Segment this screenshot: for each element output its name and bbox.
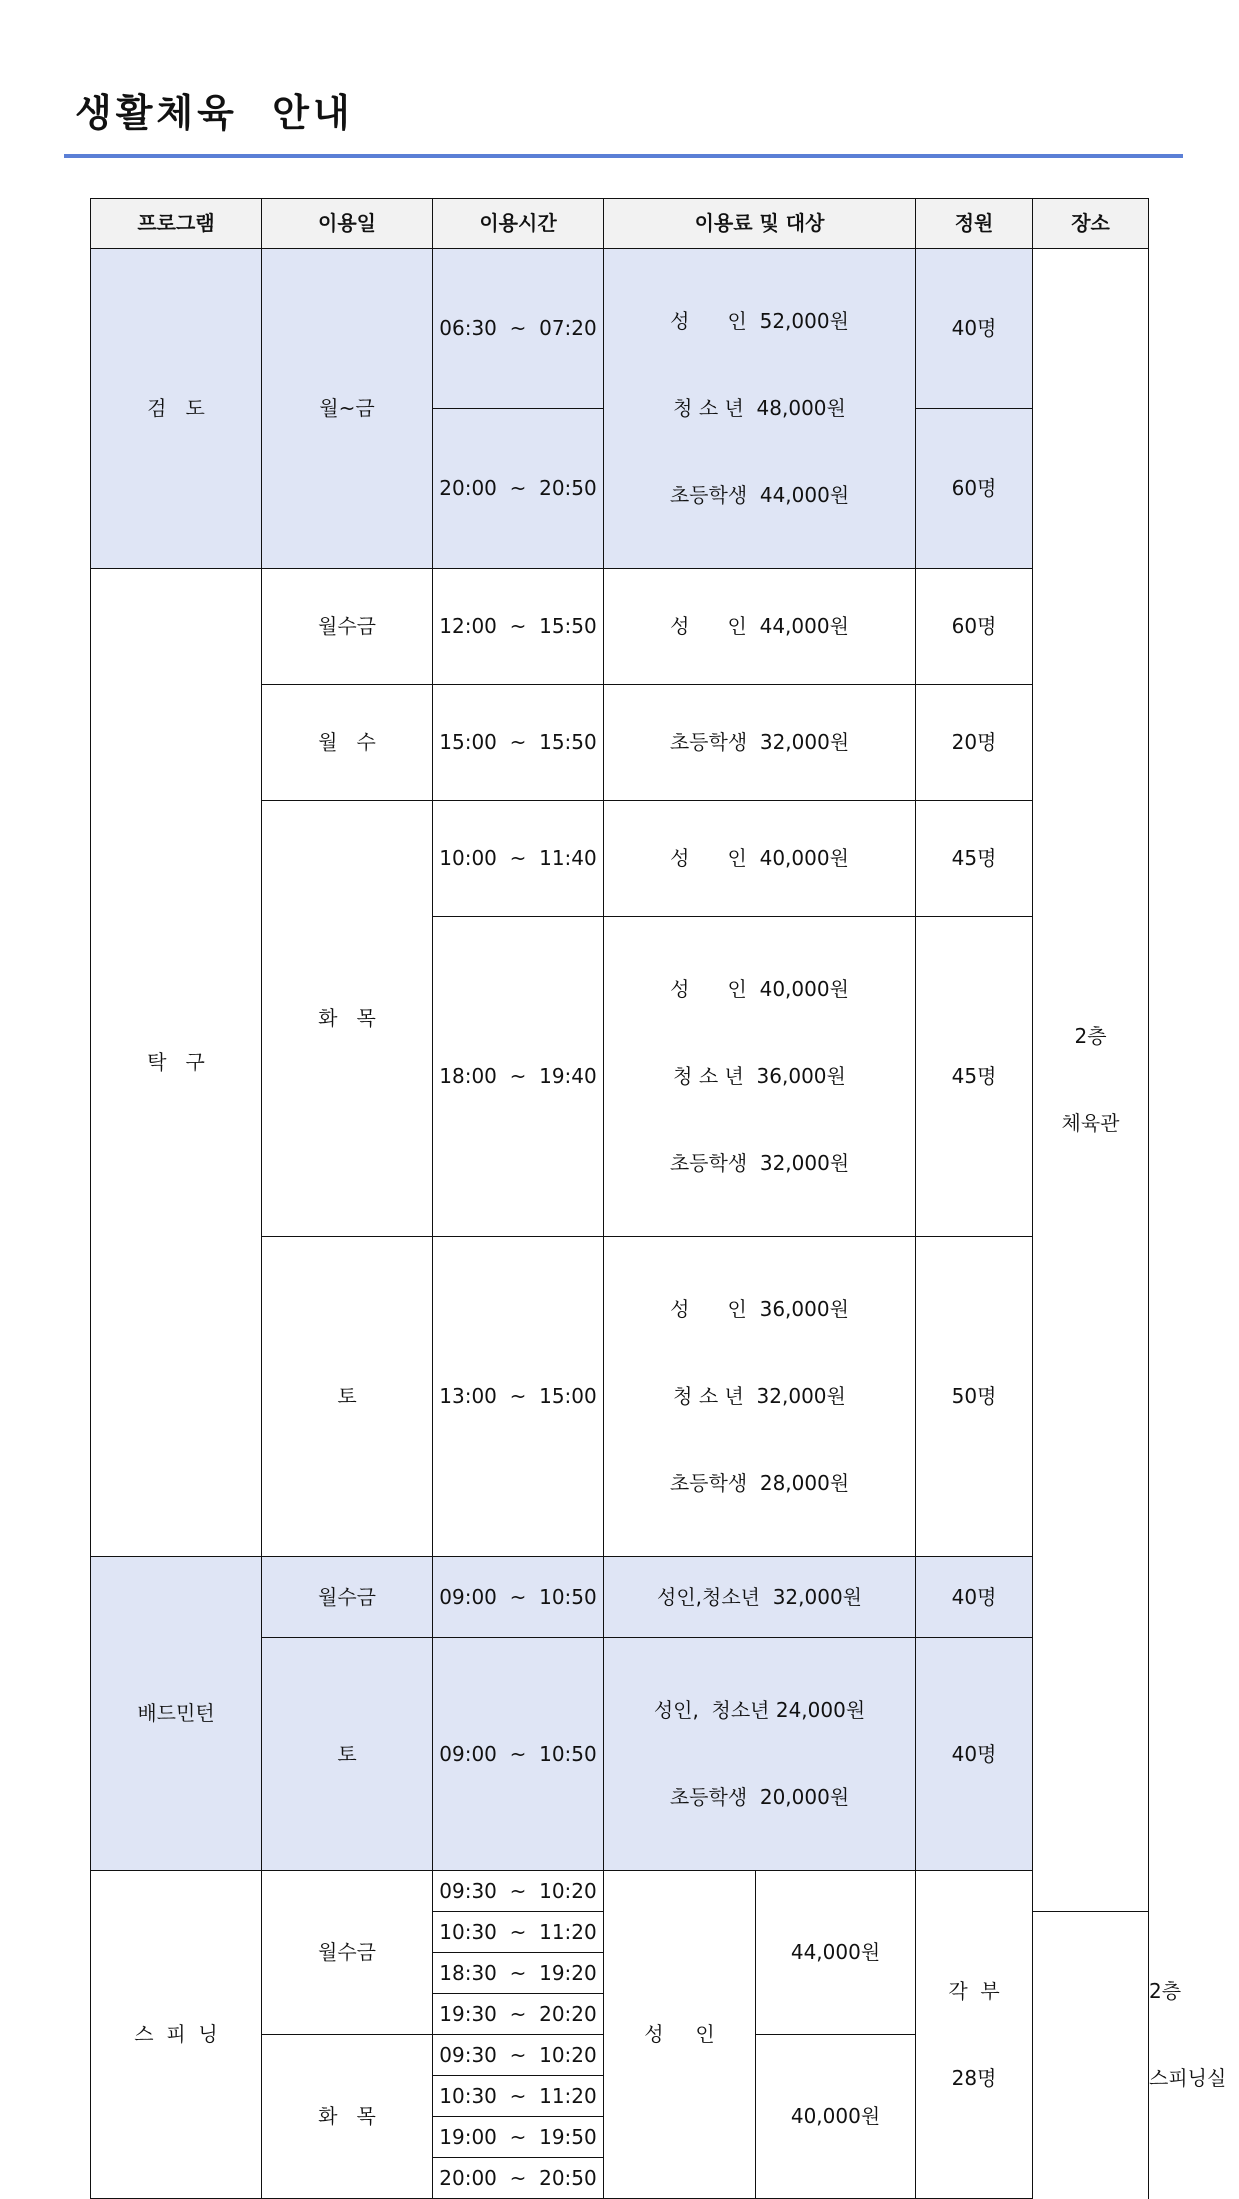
fee-line: 성 인 40,000원 bbox=[670, 977, 849, 1001]
program-cell: 배드민턴 bbox=[91, 1557, 262, 1871]
target-cell: 성 인 bbox=[604, 1871, 756, 2199]
day-cell: 월수금 bbox=[262, 569, 433, 685]
fee-line: 성 인 52,000원 bbox=[670, 309, 849, 333]
time-cell: 19:30 ~ 20:20 bbox=[433, 1994, 604, 2035]
day-cell: 월수금 bbox=[262, 1871, 433, 2035]
fee-cell bbox=[604, 1237, 916, 1557]
fee-cell: 초등학생 32,000원 bbox=[604, 685, 916, 801]
header-row bbox=[91, 199, 1149, 249]
fee-cell bbox=[604, 249, 916, 569]
location-line: 체육관 bbox=[1061, 1111, 1120, 1135]
header-time: 이용시간 bbox=[433, 199, 604, 249]
fee-line: 청 소 년 32,000원 bbox=[673, 1384, 846, 1408]
fee-cell: 44,000원 bbox=[756, 1871, 916, 2035]
time-cell: 09:00 ~ 10:50 bbox=[433, 1557, 604, 1638]
fee-line: 청 소 년 48,000원 bbox=[673, 396, 846, 420]
time-cell: 18:00 ~ 19:40 bbox=[433, 917, 604, 1237]
fee-cell bbox=[604, 917, 916, 1237]
capacity-cell: 60명 bbox=[916, 409, 1033, 569]
capacity-cell: 45명 bbox=[916, 917, 1033, 1237]
fee-cell: 성 인 40,000원 bbox=[604, 801, 916, 917]
table-row bbox=[91, 1557, 1149, 1638]
time-cell: 06:30 ~ 07:20 bbox=[433, 249, 604, 409]
fee-cell: 성 인 44,000원 bbox=[604, 569, 916, 685]
capacity-cell: 45명 bbox=[916, 801, 1033, 917]
capacity-cell: 40명 bbox=[916, 1638, 1033, 1871]
fee-line: 성 인 36,000원 bbox=[670, 1297, 849, 1321]
time-cell: 10:00 ~ 11:40 bbox=[433, 801, 604, 917]
fee-line: 성인, 청소년 24,000원 bbox=[653, 1698, 866, 1722]
table-row bbox=[91, 569, 1149, 685]
program-cell: 스 피 닝 bbox=[91, 1871, 262, 2199]
time-cell: 10:30 ~ 11:20 bbox=[433, 2076, 604, 2117]
time-cell: 09:00 ~ 10:50 bbox=[433, 1638, 604, 1871]
capacity-cell: 60명 bbox=[916, 569, 1033, 685]
day-cell: 화 목 bbox=[262, 801, 433, 1237]
header-fee: 이용료 및 대상 bbox=[604, 199, 916, 249]
header-program: 프로그램 bbox=[91, 199, 262, 249]
time-cell: 09:30 ~ 10:20 bbox=[433, 1871, 604, 1912]
capacity-cell: 40명 bbox=[916, 249, 1033, 409]
time-cell: 20:00 ~ 20:50 bbox=[433, 409, 604, 569]
fee-line: 초등학생 20,000원 bbox=[669, 1785, 850, 1809]
time-cell: 10:30 ~ 11:20 bbox=[433, 1912, 604, 1953]
time-cell: 15:00 ~ 15:50 bbox=[433, 685, 604, 801]
location-line: 2층 bbox=[1074, 1024, 1107, 1048]
day-cell: 화 목 bbox=[262, 2035, 433, 2199]
program-cell: 탁 구 bbox=[91, 569, 262, 1557]
table-row: 스 피 닝 월수금 09:30 ~ 10:20 성 인 44,000원 각 부 28명 2층 스피닝실 bbox=[91, 1871, 1149, 1912]
program-cell: 검 도 bbox=[91, 249, 262, 569]
capacity-line: 각 부 bbox=[948, 1978, 1000, 2003]
day-cell: 토 bbox=[262, 1638, 433, 1871]
day-cell: 월수금 bbox=[262, 1557, 433, 1638]
day-cell: 월 수 bbox=[262, 685, 433, 801]
capacity-cell bbox=[916, 1871, 1033, 2199]
fee-cell bbox=[604, 1638, 916, 1871]
header-location: 장소 bbox=[1033, 199, 1149, 249]
fee-line: 청 소 년 36,000원 bbox=[673, 1064, 846, 1088]
page-title: 생활체육 안내 bbox=[75, 91, 354, 135]
capacity-cell: 50명 bbox=[916, 1237, 1033, 1557]
header-capacity: 정원 bbox=[916, 199, 1033, 249]
fee-cell: 40,000원 bbox=[756, 2035, 916, 2199]
fee-line: 초등학생 28,000원 bbox=[669, 1471, 850, 1495]
time-cell: 20:00 ~ 20:50 bbox=[433, 2158, 604, 2199]
capacity-line: 28명 bbox=[951, 2065, 997, 2090]
capacity-cell: 20명 bbox=[916, 685, 1033, 801]
fee-cell: 성인,청소년 32,000원 bbox=[604, 1557, 916, 1638]
schedule-table bbox=[90, 198, 1227, 2199]
time-cell: 12:00 ~ 15:50 bbox=[433, 569, 604, 685]
location-cell bbox=[1033, 249, 1149, 1912]
time-cell: 19:00 ~ 19:50 bbox=[433, 2117, 604, 2158]
day-cell: 토 bbox=[262, 1237, 433, 1557]
time-cell: 18:30 ~ 19:20 bbox=[433, 1953, 604, 1994]
title-divider bbox=[64, 154, 1183, 158]
table-row bbox=[91, 249, 1149, 409]
capacity-cell: 40명 bbox=[916, 1557, 1033, 1638]
fee-line: 초등학생 44,000원 bbox=[669, 483, 850, 507]
header-day: 이용일 bbox=[262, 199, 433, 249]
day-cell: 월~금 bbox=[262, 249, 433, 569]
fee-line: 초등학생 32,000원 bbox=[669, 1151, 850, 1175]
time-cell: 09:30 ~ 10:20 bbox=[433, 2035, 604, 2076]
time-cell: 13:00 ~ 15:00 bbox=[433, 1237, 604, 1557]
